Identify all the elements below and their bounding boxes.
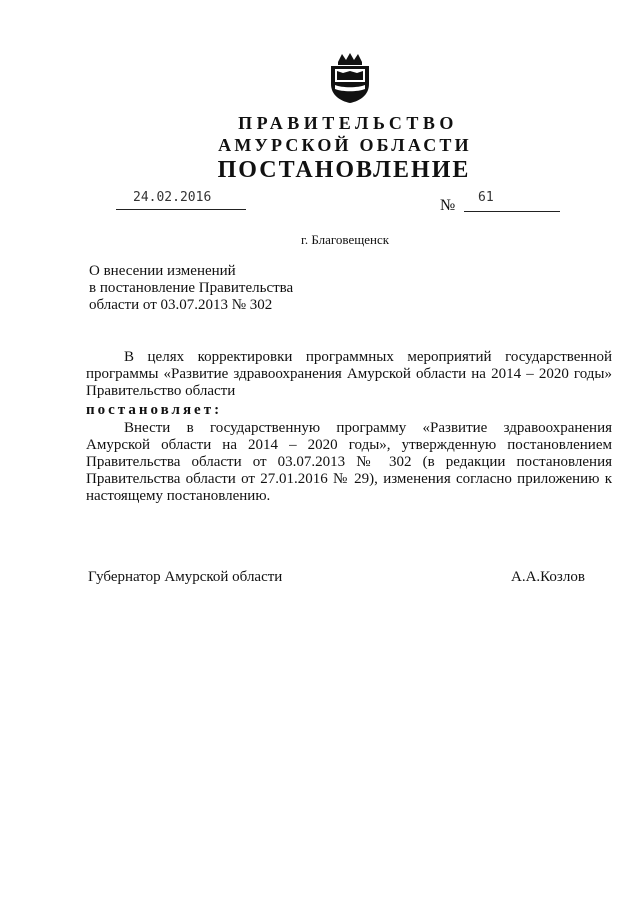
subject-line: О внесении изменений (89, 263, 236, 279)
document-number: 61 (478, 190, 494, 205)
resolution-paragraph: Внести в государственную программу «Развитие здравоохранения Амурской области на 2014 – 2020 годы», утвержденную постановлением Правительства области от 03.07.2013 № 302 (в редакции постановления Правительства области от 27.01.2016 № 29), изменения согласно приложению к настоящему постановлению. (86, 420, 612, 504)
preamble-paragraph: В целях корректировки программных мероприятий государственной программы «Развитие здравоохранения Амурской области на 2014 – 2020 годы» Правительство области (86, 349, 612, 399)
subject-line: в постановление Правительства (89, 280, 294, 296)
coat-of-arms-emblem (328, 52, 372, 104)
date-underline (116, 209, 246, 210)
city-label: г. Благовещенск (300, 232, 390, 247)
number-sign: № (440, 197, 456, 214)
signatory-title: Губернатор Амурской области (88, 569, 283, 585)
region-title: АМУРСКОЙ ОБЛАСТИ (218, 135, 472, 155)
signatory-name: А.А.Козлов (511, 569, 585, 585)
decree-word: постановляет: (86, 402, 223, 418)
subject-block (89, 263, 293, 314)
document-type-title: ПОСТАНОВЛЕНИЕ (217, 157, 471, 183)
government-title: ПРАВИТЕЛЬСТВО (238, 113, 458, 133)
subject-line: области от 03.07.2013 № 302 (89, 297, 273, 313)
number-underline (464, 211, 560, 212)
document-date: 24.02.2016 (133, 190, 212, 205)
